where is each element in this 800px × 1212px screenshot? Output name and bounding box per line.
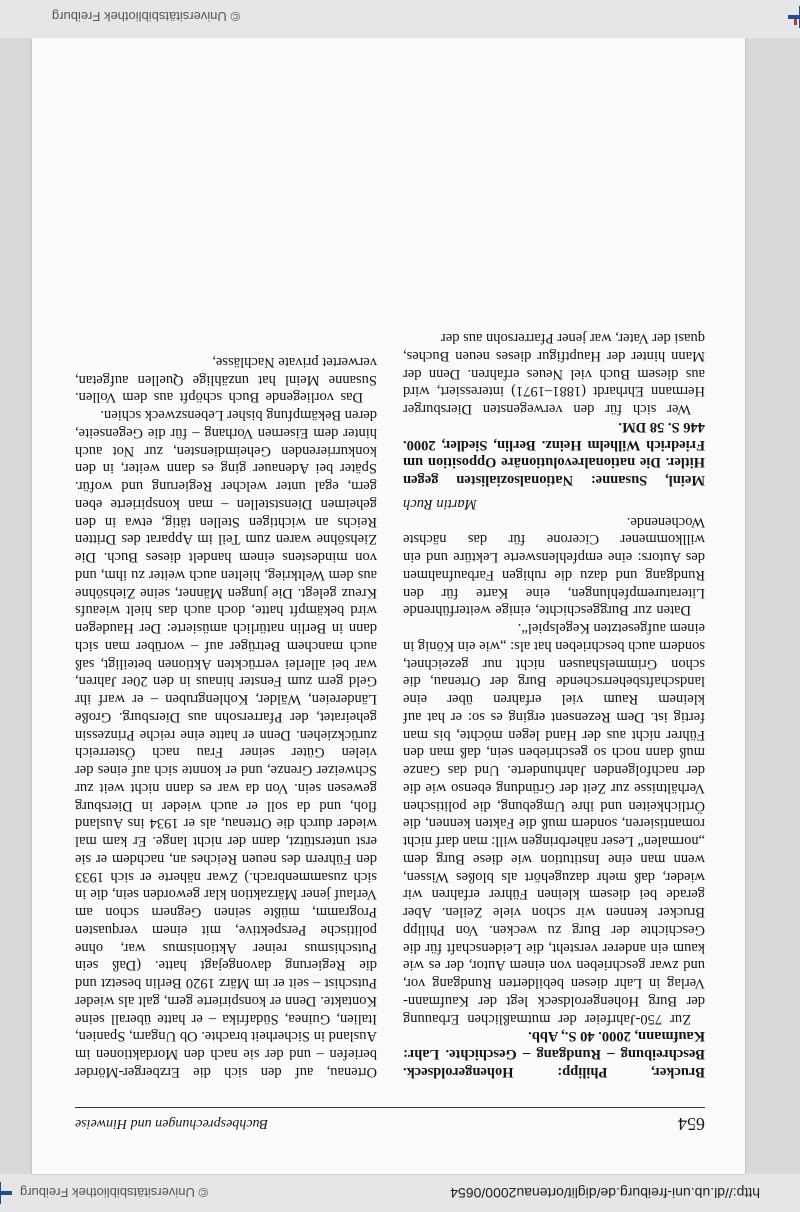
left-column [403,329,705,1081]
review-heading: Brucker, Philipp: Hohengeroldseck. Beschreibung – Rundgang – Geschichte. Lahr: Kaufmann, 2000. 40 S., Abb. [403,1028,705,1080]
review-paragraph: Das vorliegende Buch schöpft aus dem Vollen. Susanne Meinl hat unzählige Quellen aufgetan, verwertet private Nachlässe, [75,354,377,406]
right-column [75,352,377,1080]
review-heading: Meinl, Susanne: Nationalsozialisten gegen Hitler. Die nationalrevolutionäre Opposition um Friedrich Wilhelm Heinz. Berlin, Siedler, 2000. 446 S. 58 DM. [403,419,705,489]
document-page [32,38,745,1174]
university-logo-icon [788,6,800,28]
university-logo-icon [0,1182,12,1204]
review-paragraph: Zur 750-Jahrfeier der mutmaßlichen Erbauung der Burg Hohengeroldseck legt der Kaufmann-Verlag in Lahr diesen bebilderten Rundgang vor, und zwar geschrieben von einem Autor, der es wie kaum ein anderer versteht, die Leidenschaft für die Geschichte der Burg zu wecken. Von Philipp Brucker kennen wir schon viele Zeilen. Aber gerade bei diesem kleinen Führer erfahren wir wieder, daß mehr dazugehört als bloßes Wissen, wenn man eine Institution wie diese Burg dem „normalen“ Leser näherbringen will: man darf nicht romantisieren, sondern muß die Fakten kennen, die Örtlichkeiten und ihre Umgebung, die politischen Verhältnisse zur Zeit der Gründung ebenso wie die der nachfolgenden Jahrhunderte. Und das Ganze muß dann noch so geschrieben sein, daß man den Führer nicht aus der Hand legen möchte, bis man fertig ist. Dem Rezensent erging es so: er hat auf kleinem Raum viel erfahren über eine landschaftsbeherrschende Burg der Ortenau, die schon Grimmelshausen nicht nur gezeichnet, sondern auch beschrieben hat als: „wie ein König in einem aufgesetzten Kegelspiel“. [403,620,705,1027]
footer-bar [0,0,800,38]
page-number: 654 [678,1114,705,1134]
reviewer-signature: Martin Ruch [403,496,477,512]
footer-copyright: © Universitätsbibliothek Freiburg [51,9,240,24]
review-paragraph: Ortenau, auf den sich die Erzberger-Mörder beriefen – und der sie nach den Mordaktionen im Ausland in Sicherheit brachte. Ob Ungarn, Spanien, Italien, Guinea, Südafrika – er hatte überall seine Kontakte. Denn er konspirierte gern, galt als wieder Putschist – seit er im März 1920 Berlin besetzt und die Regierung davongejagt hatte. (Daß sein Putschismus reiner Aktionismus war, ohne politische Perspektive, mit einem verquasten Programm, müßte seinen Gegnern schon am Verlauf jener Märzaktion klar geworden sein, die in sich zusammenbrach.) Zwar näherte er sich 1933 den Führern des neuen Reiches an, nachdem er sie erst unterstützt, dann der nicht lange. Er kam mal wieder durch die Ortenau, als er 1934 ins Ausland floh, und da soll er auch wieder in Diersburg gewesen sein. Von da war es dann nicht weit zur Schweizer Grenze, und er konnte sich auf eines der vielen Güter seiner Frau nach Österreich zurückziehen. Denn er hatte eine reiche Prinzessin geheiratet, der Pfarrersohn aus Diersburg. Große Ländereien, Wälder, Kohlengruben – er warf ihr Geld gern zum Fenster hinaus in den 20er Jahren, war bei allerlei verrückten Aktionen beteiligt, saß auch manchem Betrüger auf – worüber man sich dann in Berlin natürlich amüsierte: Der Haudegen wird bekämpft hatte, doch auch das hielt wieaufs Kreuz gelegt. Die jungen Männer, seine Ziehsöhne aus dem Weltkrieg, hielten auch weiter zu ihm, und von mindestens einem handelt dieses Buch. Die Ziehsöhne waren zum Teil im Apparat des Dritten Reichs an wichtigen Stellen tätig, etwa in den geheimen Dienststellen – man konspirierte eben gern, egal unter welcher Regierung und wofür. Später bei Adenauer ging es dann weiter, in den konkurrierenden Geheimdiensten, zur Not auch hinter dem Eisernen Vorhang – für die Gegenseite, deren Bekämpfung bisher Lebenszweck schien. [75,407,377,1080]
page-header [75,1107,705,1134]
url-bar [0,1174,800,1212]
review-paragraph: Wer sich für den verwegensten Diersburger Hermann Ehrhardt (1881–1971) interessiert, wird aus diesem Buch viel Neues erfahren. Denn der Mann hinter der Hauptfigur dieses neuen Buches, quasi der Vater, war jener Pfarrersohn aus der [403,330,705,418]
review-paragraph: Daten zur Burggeschichte, einige weiterführende Literaturempfehlungen, eine Karte für den Rundgang und dazu die ruhigen Farbaufnahmen des Autors: eine empfehlenswerte Lektüre und ein willkommener Cicerone für das nächste Wochenende. [403,513,705,619]
url-text[interactable]: http://dl.ub.uni-freiburg.de/diglit/ortenau2000/0654 [450,1185,760,1201]
running-title: Buchbesprechungen und Hinweise [75,1116,269,1131]
library-copyright: © Universitätsbibliothek Freiburg [20,1185,209,1201]
